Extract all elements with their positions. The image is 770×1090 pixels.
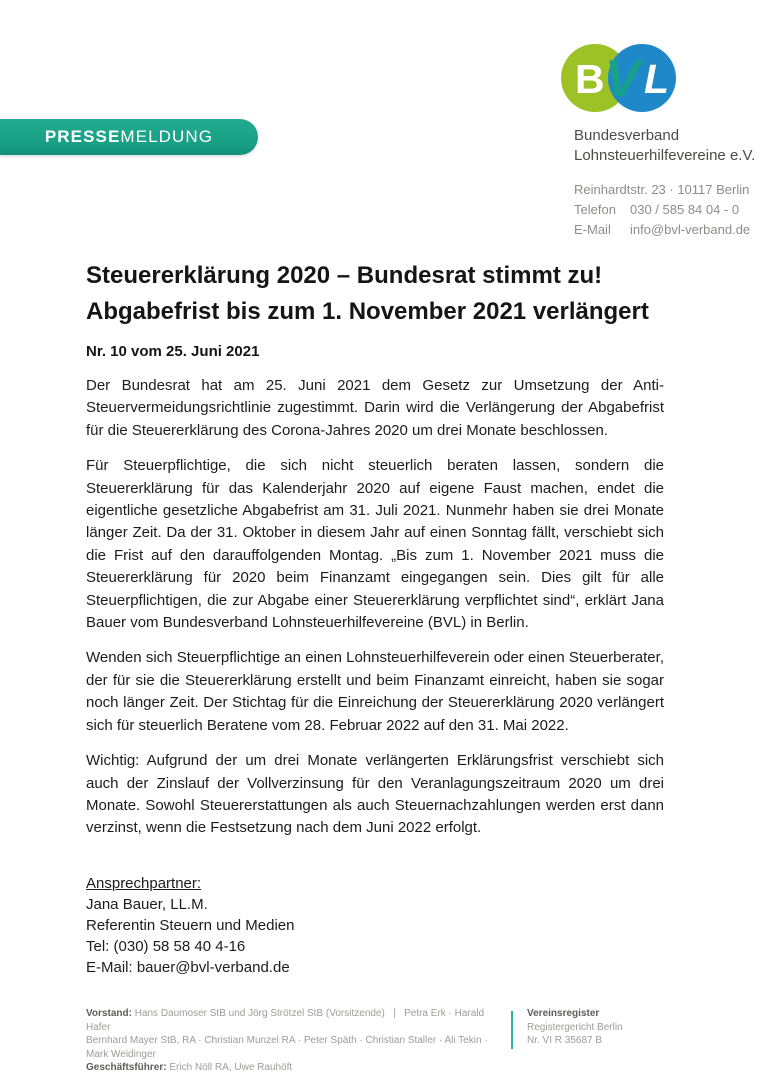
org-name (574, 126, 755, 166)
article-body (86, 375, 664, 853)
footer-vorstand-line (86, 1007, 501, 1034)
contact-name: Jana Bauer, LL.M. (86, 896, 208, 913)
geschaeftsfuehrer-label: Geschäftsführer: (86, 1062, 167, 1073)
logo-letter-v: V (605, 50, 640, 108)
register-number: Nr. VI R 35687 B (527, 1035, 603, 1046)
contact-role: Referentin Steuern und Medien (86, 917, 295, 934)
logo-letter-b: B (575, 56, 605, 102)
paragraph-4: Wichtig: Aufgrund der um drei Monate verlängerten Erklärungsfrist verschiebt sich auch der Zinslauf der Vollverzinsung für den Veranlagungszeitraum 2020 um drei Monate. Sowohl Steuererstattungen als auch Steuernachzahlungen werden erst dann verzinst, wenn die Festsetzung nach dem Juni 2022 erfolgt. (86, 752, 664, 837)
org-email-row (574, 220, 750, 240)
org-name-line2: Lohnsteuerhilfevereine e.V. (574, 147, 756, 164)
phone-value: 030 / 585 84 04 - 0 (630, 202, 740, 217)
footer-register-block (527, 1007, 623, 1048)
email-label: E-Mail (574, 222, 611, 237)
footer-board-line2: Bernhard Mayer StB, RA · Christian Munzel RA · Peter Späth · Christian Staller · Ali Tekin · Mark Weidinger (86, 1035, 488, 1060)
paragraph-3: Wenden sich Steuerpflichtige an einen Lohnsteuerhilfeverein oder einen Steuerberater, der für sie die Steuererklärung erstellt und beim Finanzamt einreicht, haben sie sogar noch länger Zeit. Der Stichtag für die Einreichung der Steuererklärung 2020 verlängert sich für steuerlich Beratene vom 28. Februar 2022 auf den 31. Mai 2022. (86, 649, 664, 734)
paragraph-2: Für Steuerpflichtige, die sich nicht steuerlich beraten lassen, sondern die Steuererklärung für das Kalenderjahr 2020 auf eigene Faust machen, endet die eigentliche gesetzliche Abgabefrist am 31. Juli 2021. Nunmehr haben sie drei Monate länger Zeit. Da der 31. Oktober in diesem Jahr auf einen Sonntag fällt, verschiebt sich die Frist auf den darauffolgenden Montag. „Bis zum 1. November 2021 muss die Steuererklärung für 2020 beim Finanzamt eingegangen sein. Dies gilt für alle Steuerpflichtigen, die zur Abgabe einer Steuererklärung verpflichtet sind“, erklärt Jana Bauer vom Bundesverband Lohnsteuerhilfevereine (BVL) in Berlin. (86, 457, 664, 632)
contact-block (86, 873, 294, 978)
page-title (86, 258, 686, 330)
pressemeldung-banner (0, 119, 258, 155)
vorstand-names: Hans Daumoser StB und Jörg Strötzel StB (Vorsitzende) | Petra Erk · Harald Hafer (86, 1008, 485, 1033)
contact-heading: Ansprechpartner: (86, 875, 202, 892)
contact-email: E-Mail: bauer@bvl-verband.de (86, 959, 290, 976)
org-phone-row (574, 200, 750, 220)
footer-gf-line (86, 1061, 501, 1075)
banner-label-bold: PRESSE (44, 127, 121, 146)
bvl-logo (558, 30, 682, 118)
org-name-line1: Bundesverband (574, 127, 680, 144)
footer-divider-line (511, 1011, 513, 1049)
vorstand-label: Vorstand: (86, 1008, 132, 1019)
geschaeftsfuehrer-names: Erich Nöll RA, Uwe Rauhöft (166, 1062, 293, 1073)
title-line1: Steuererklärung 2020 – Bundesrat stimmt zu! (86, 262, 603, 289)
register-title: Vereinsregister (527, 1008, 600, 1019)
org-street-city (574, 180, 750, 200)
contact-phone: Tel: (030) 58 58 40 4-16 (86, 938, 246, 955)
email-value: info@bvl-verband.de (630, 222, 751, 237)
register-court: Registergericht Berlin (527, 1021, 623, 1033)
paragraph-1: Der Bundesrat hat am 25. Juni 2021 dem Gesetz zur Umsetzung der Anti-Steuervermeidungsrichtlinie zugestimmt. Darin wird die Verlängerung der Abgabefrist für die Steuererklärung des Corona-Jahres 2020 um drei Monate beschlossen. (86, 377, 664, 439)
phone-label: Telefon (574, 202, 616, 217)
org-address-line: Reinhardtstr. 23 · 10117 Berlin (574, 182, 750, 197)
logo-letter-l: L (644, 56, 670, 102)
release-number-date: Nr. 10 vom 25. Juni 2021 (86, 343, 260, 360)
title-line2: Abgabefrist bis zum 1. November 2021 verlängert (86, 298, 649, 325)
footer-board-block (86, 1007, 501, 1075)
org-address-block (574, 180, 750, 240)
banner-label-regular: MELDUNG (120, 127, 214, 146)
